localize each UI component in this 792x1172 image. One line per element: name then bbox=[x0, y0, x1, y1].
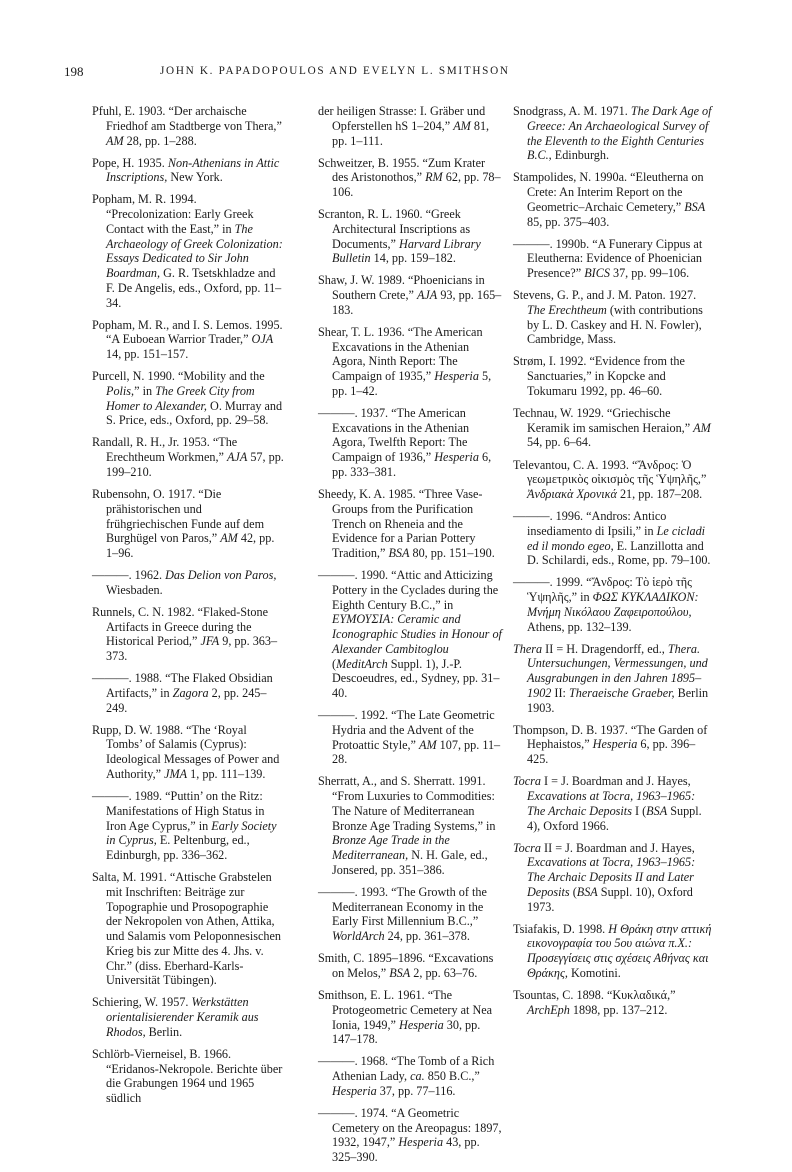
bibliography-entry bbox=[513, 288, 713, 347]
bibliography-entry bbox=[92, 435, 284, 479]
entry-text: 21, pp. 187–208. bbox=[616, 487, 703, 502]
entry-text: Shaw, J. W. 1989. “Phoenicians in Southern Crete,” bbox=[318, 273, 485, 303]
entry-title-text: JMA bbox=[164, 766, 188, 781]
entry-text: 9, pp. 363–373. bbox=[106, 634, 278, 664]
entry-text: 37, pp. 99–106. bbox=[609, 266, 690, 281]
entry-text: Snodgrass, A. M. 1971. bbox=[513, 104, 631, 118]
entry-title-text: BSA bbox=[388, 546, 410, 561]
entry-text: 54, pp. 6–64. bbox=[527, 435, 591, 450]
entry-title-text: Early Society in Cyprus, bbox=[106, 818, 277, 848]
entry-text: Schiering, W. 1957. bbox=[92, 995, 192, 1010]
bibliography-entry bbox=[92, 995, 284, 1039]
entry-title-text: The Archaeology of Greek Colonization: Essays Dedicated to Sir John Boardman, bbox=[106, 221, 283, 281]
entry-title-text: Hesperia bbox=[434, 450, 479, 465]
entry-title-text: Hesperia bbox=[399, 1017, 444, 1032]
entry-text: 107, pp. 11–28. bbox=[332, 737, 501, 767]
entry-title-text: The Erechtheum bbox=[527, 302, 607, 317]
entry-text: 1, pp. 111–139. bbox=[187, 766, 266, 781]
bibliography-entry bbox=[318, 988, 504, 1047]
entry-text: Scranton, R. L. 1960. “Greek Architectural Inscriptions as Documents,” bbox=[318, 207, 471, 251]
entry-text: Sheedy, K. A. 1985. “Three Vase-Groups from the Purification Trench on Rheneia and the Evidence for a Parian Pottery Tradition,” bbox=[318, 487, 483, 561]
entry-text: Sherratt, A., and S. Sherratt. 1991. “From Luxuries to Commodities: The Nature of Mediterranean Bronze Age Trading Systems,” in bbox=[318, 774, 496, 833]
entry-text: Shear, T. L. 1936. “The American Excavations in the Athenian Agora, Ninth Report: The Campaign of 1935,” bbox=[318, 324, 483, 384]
entry-text: ———. 1968. “The Tomb of a Rich Athenian Lady, bbox=[318, 1054, 495, 1084]
bibliography-column-1 bbox=[92, 104, 284, 1113]
entry-text: ” in bbox=[134, 383, 156, 398]
bibliography-entry bbox=[318, 487, 504, 561]
entry-text: 2, pp. 245–249. bbox=[106, 685, 267, 715]
bibliography-entry bbox=[318, 774, 504, 877]
bibliography-entry bbox=[513, 104, 713, 163]
entry-text: 1898, pp. 137–212. bbox=[569, 1002, 668, 1017]
entry-text: ———. 1974. “A Geometric Cemetery on the Areopagus: 1897, 1932, 1947,” bbox=[318, 1105, 502, 1150]
bibliography-entry bbox=[513, 354, 713, 398]
entry-text: Komotini. bbox=[567, 965, 621, 980]
entry-text: 43, pp. 325–390. bbox=[332, 1135, 480, 1165]
bibliography-entry bbox=[92, 605, 284, 664]
entry-text: Thompson, D. B. 1937. “The Garden of Hephaistos,” bbox=[513, 722, 708, 752]
entry-text: 24, pp. 361–378. bbox=[384, 929, 470, 944]
entry-text: Schweitzer, B. 1955. “Zum Krater des Aristonothos,” bbox=[318, 155, 486, 185]
entry-title-text: OJA bbox=[251, 332, 274, 347]
bibliography-entry bbox=[513, 841, 713, 915]
bibliography-entry bbox=[513, 509, 713, 568]
entry-title-text: Tocra bbox=[513, 840, 541, 855]
entry-text: 14, pp. 159–182. bbox=[370, 251, 456, 266]
entry-title-text: AM bbox=[419, 737, 437, 752]
entry-title-text: Zagora bbox=[172, 685, 209, 700]
entry-text: ( bbox=[332, 656, 337, 671]
bibliography-entry bbox=[513, 575, 713, 634]
entry-title-text: Polis, bbox=[106, 383, 135, 398]
bibliography-entry bbox=[513, 406, 713, 450]
entry-text: O. Murray and S. Price, eds., Oxford, pp. 29–58. bbox=[106, 398, 283, 428]
entry-title-text: AM bbox=[693, 420, 711, 435]
entry-text: 62, pp. 78–106. bbox=[332, 170, 501, 200]
entry-text: E. Peltenburg, ed., Edinburgh, pp. 336–362. bbox=[106, 833, 250, 863]
entry-text: Pfuhl, E. 1903. “Der archaische Friedhof am Stadtberge von Thera,” bbox=[92, 104, 282, 133]
entry-text: Televantou, C. A. 1993. “Ἄνδρος: Ὁ γεωμετρικὸς οἰκισμὸς τῆς Ὑψηλῆς,” bbox=[513, 457, 707, 487]
entry-text: Popham, M. R., and I. S. Lemos. 1995. “A Euboean Warrior Trader,” bbox=[92, 317, 283, 347]
entry-text: 85, pp. 375–403. bbox=[527, 214, 610, 229]
bibliography-entry bbox=[513, 723, 713, 767]
entry-title-text: The Greek City from Homer to Alexander, bbox=[106, 383, 255, 413]
entry-text: Salta, M. 1991. “Attische Grabstelen mit Inschriften: Beiträge zur Topographie und Prosopographie der Nekropolen von Athen, Attika, und Salamis vom Peloponnesischen Krieg bis zur Mitte des 4. Jhs. v. Chr.” (diss. Eberhard-Karls-Universität Tübingen). bbox=[92, 870, 282, 988]
entry-text: ———. 1990b. “A Funerary Cippus at Eleutherna: Evidence of Phoenician Presence?” bbox=[513, 236, 703, 281]
entry-text: der heiligen Strasse: I. Gräber und Opferstellen hS 1–204,” bbox=[318, 104, 486, 133]
entry-text: ———. 1996. “Andros: Antico insediamento di Ipsili,” in bbox=[513, 509, 667, 538]
entry-text: I = J. Boardman and J. Hayes, bbox=[541, 774, 691, 789]
entry-text: Randall, R. H., Jr. 1953. “The Erechtheum Workmen,” bbox=[92, 435, 238, 465]
entry-title-text: Werkstätten orientalisierender Keramik aus Rhodos, bbox=[106, 995, 259, 1039]
entry-text: Technau, W. 1929. “Griechische Keramik im samischen Heraion,” bbox=[513, 405, 694, 435]
entry-title-text: Excavations at Tocra, 1963–1965: The Archaic Deposits II and Later Deposits bbox=[527, 855, 696, 899]
entry-text: 57, pp. 199–210. bbox=[106, 450, 284, 479]
entry-text: 37, pp. 77–116. bbox=[376, 1083, 456, 1098]
entry-text: Athens, pp. 132–139. bbox=[527, 619, 632, 634]
entry-text: ( bbox=[569, 884, 577, 899]
entry-title-text: AM bbox=[453, 118, 471, 133]
entry-title-text: BSA bbox=[684, 199, 706, 214]
entry-title-text: AJA bbox=[226, 450, 248, 465]
entry-title-text: JFA bbox=[200, 634, 220, 649]
entry-title-text: Le cicladi ed il mondo egeo, bbox=[527, 523, 706, 553]
entry-text: 5, pp. 1–42. bbox=[332, 369, 492, 398]
bibliography-entry bbox=[513, 922, 713, 981]
entry-text: 6, pp. 333–381. bbox=[332, 450, 492, 479]
entry-title-text: Thera. Untersuchungen, Vermessungen, und Ausgrabungen in den Jahren 1895–1902 bbox=[527, 641, 708, 700]
entry-title-text: Thera bbox=[513, 641, 543, 656]
entry-text: ———. 1989. “Puttin’ on the Ritz: Manifestations of High Status in Iron Age Cyprus,” in bbox=[92, 789, 265, 833]
entry-title-text: Non-Athenians in Attic Inscriptions, bbox=[106, 155, 280, 185]
entry-text: Popham, M. R. 1994. “Precolonization: Early Greek Contact with the East,” in bbox=[92, 192, 254, 236]
bibliography-entry bbox=[92, 156, 284, 186]
bibliography-column-3 bbox=[513, 104, 713, 1025]
bibliography-entry bbox=[318, 885, 504, 944]
entry-text: Strøm, I. 1992. “Evidence from the Sanctuaries,” in Kopcke and Tokumaru 1992, pp. 46–60. bbox=[513, 354, 685, 398]
bibliography-entry bbox=[513, 170, 713, 229]
entry-title-text: ca. bbox=[410, 1069, 425, 1084]
entry-text: ———. 1988. “The Flaked Obsidian Artifacts,” in bbox=[92, 671, 273, 700]
entry-title-text: Ἀνδριακὰ Χρονικά bbox=[527, 487, 617, 502]
bibliography-entry bbox=[92, 487, 284, 561]
bibliography-entry bbox=[513, 237, 713, 281]
entry-text: ———. 1993. “The Growth of the Mediterranean Economy in the Early First Millennium B.C.,” bbox=[318, 884, 487, 929]
entry-text: Smith, C. 1895–1896. “Excavations on Melos,” bbox=[318, 951, 494, 981]
bibliography-entry bbox=[92, 318, 284, 362]
entry-text: Stevens, G. P., and J. M. Paton. 1927. bbox=[513, 288, 697, 303]
bibliography-entry bbox=[92, 870, 284, 988]
bibliography-entry bbox=[92, 723, 284, 782]
entry-title-text: RM bbox=[425, 170, 443, 185]
entry-text: 14, pp. 151–157. bbox=[106, 347, 189, 362]
entry-text: Berlin. bbox=[145, 1024, 183, 1039]
entry-text: Pope, H. 1935. bbox=[92, 155, 168, 170]
bibliography-entry bbox=[318, 406, 504, 480]
entry-text: ———. 1999. “Ἄνδρος: Τὸ ἱερὸ τῆς Ὑψηλῆς,” in bbox=[513, 575, 692, 605]
bibliography-column-2 bbox=[318, 104, 504, 1172]
entry-text: Smithson, E. L. 1961. “The Protogeometric Cemetery at Nea Ionia, 1949,” bbox=[318, 988, 493, 1032]
entry-title-text: Excavations at Tocra, 1963–1965: The Archaic Deposits bbox=[527, 789, 696, 818]
bibliography-entry bbox=[92, 789, 284, 863]
entry-title-text: BSA bbox=[576, 884, 598, 899]
entry-title-text: BICS bbox=[584, 266, 610, 281]
entry-title-text: Bronze Age Trade in the Mediterranean, bbox=[332, 833, 450, 863]
bibliography-entry bbox=[318, 951, 504, 981]
entry-title-text: ΦΩΣ ΚΥΚΛΑΔΙΚΟΝ: Μνήμη Νικόλαου Ζαφειροπούλου, bbox=[527, 590, 699, 619]
entry-text: Berlin 1903. bbox=[527, 685, 709, 715]
entry-text: G. R. Tsetskhladze and F. De Angelis, eds., Oxford, pp. 11–34. bbox=[106, 266, 282, 310]
entry-text: 80, pp. 151–190. bbox=[409, 546, 495, 561]
entry-text: II = H. Dragendorff, ed., bbox=[542, 641, 668, 656]
bibliography-entry bbox=[318, 207, 504, 266]
entry-text: 2, pp. 63–76. bbox=[410, 966, 478, 981]
entry-text: Edinburgh. bbox=[551, 148, 610, 163]
entry-title-text: Hesperia bbox=[332, 1083, 377, 1098]
entry-title-text: WorldArch bbox=[332, 929, 385, 944]
bibliography-entry bbox=[92, 369, 284, 428]
bibliography-entry bbox=[318, 104, 504, 148]
bibliography-entry bbox=[92, 104, 284, 148]
entry-text: Stampolides, N. 1990a. “Eleutherna on Crete: An Interim Report on the Geometric–Archaic Cemetery,” bbox=[513, 170, 704, 214]
entry-text: (with contributions by L. D. Caskey and H. N. Fowler), Cambridge, Mass. bbox=[527, 302, 703, 347]
entry-text: ———. 1992. “The Late Geometric Hydria and the Advent of the Protoattic Style,” bbox=[318, 708, 495, 752]
entry-text: II = J. Boardman and J. Hayes, bbox=[541, 840, 695, 855]
entry-text: I ( bbox=[631, 803, 647, 818]
entry-text: Runnels, C. N. 1982. “Flaked-Stone Artifacts in Greece during the Historical Period,” bbox=[92, 604, 269, 649]
entry-title-text: Theraeische Graeber, bbox=[568, 685, 675, 700]
entry-title-text: ArchEph bbox=[527, 1002, 570, 1017]
entry-text: Suppl. 4), Oxford 1966. bbox=[527, 803, 702, 833]
entry-title-text: The Dark Age of Greece: An Archaeological Survey of the Eleventh to the Eighth Centuries B.C., bbox=[527, 104, 712, 163]
entry-text: Suppl. 1), J.-P. Descoeudres, ed., Sydney, pp. 31–40. bbox=[332, 656, 500, 701]
entry-title-text: Harvard Library Bulletin bbox=[332, 236, 481, 266]
bibliography-entry bbox=[92, 671, 284, 715]
page-header bbox=[64, 64, 728, 82]
entry-text: ———. 1990. “Attic and Atticizing Pottery in the Cyclades during the Eighth Century B.C.,” in bbox=[318, 568, 499, 612]
bibliography-entry bbox=[318, 325, 504, 399]
entry-text: ———. 1937. “The American Excavations in the Athenian Agora, Twelfth Report: The Campaign of 1936,” bbox=[318, 405, 470, 465]
entry-text: II: bbox=[551, 685, 569, 700]
entry-text: Tsiafakis, D. 1998. bbox=[513, 921, 609, 936]
entry-title-text: Η Θράκη στην αττική εικονογραφία του 5ου αιώνα π.Χ.: Προσεγγίσεις στις σχέσεις Αθήνας και Θράκης, bbox=[527, 921, 712, 980]
bibliography-entry bbox=[92, 1047, 284, 1106]
bibliography-entry bbox=[513, 642, 713, 716]
entry-text: Wiesbaden. bbox=[106, 582, 163, 597]
entry-text: Purcell, N. 1990. “Mobility and the bbox=[92, 369, 265, 384]
running-head: JOHN K. PAPADOPOULOS AND EVELYN L. SMITHSON bbox=[160, 65, 510, 77]
entry-title-text: MeditArch bbox=[336, 656, 388, 671]
entry-title-text: ΕΥΜΟΥΣΙΑ: Ceramic and Iconographic Studies in Honour of Alexander Cambitoglou bbox=[332, 612, 502, 656]
entry-text: ———. 1962. bbox=[92, 568, 166, 583]
entry-text: 42, pp. 1–96. bbox=[106, 531, 275, 561]
entry-title-text: AJA bbox=[416, 288, 438, 303]
bibliography-entry bbox=[318, 156, 504, 200]
bibliography-entry bbox=[318, 1054, 504, 1098]
entry-text: 30, pp. 147–178. bbox=[332, 1017, 481, 1047]
page-number: 198 bbox=[64, 64, 84, 79]
bibliography-entry bbox=[318, 273, 504, 317]
entry-text: 6, pp. 396–425. bbox=[527, 737, 696, 767]
bibliography-entry bbox=[318, 708, 504, 767]
bibliography-entry bbox=[513, 988, 713, 1018]
entry-text: 93, pp. 165–183. bbox=[332, 288, 502, 317]
entry-title-text: Tocra bbox=[513, 774, 541, 789]
entry-title-text: BSA bbox=[389, 966, 411, 981]
entry-text: 850 B.C.,” bbox=[424, 1069, 480, 1084]
entry-text: E. Lanzillotta and D. Schilardi, eds., Rome, pp. 79–100. bbox=[527, 538, 711, 568]
entry-title-text: BSA bbox=[646, 803, 668, 818]
entry-title-text: Hesperia bbox=[592, 737, 638, 752]
bibliography-entry bbox=[92, 568, 284, 598]
entry-text: Tsountas, C. 1898. “Κυκλαδικά,” bbox=[513, 987, 676, 1002]
entry-title-text: Hesperia bbox=[434, 369, 479, 384]
entry-text: Rubensohn, O. 1917. “Die prähistorischen und frühgriechischen Funde auf dem Burghügel von Paros,” bbox=[92, 487, 265, 546]
entry-title-text: Hesperia bbox=[398, 1135, 444, 1150]
entry-text: New York. bbox=[167, 170, 223, 185]
entry-title-text: AM bbox=[106, 133, 124, 148]
bibliography-entry bbox=[318, 568, 504, 701]
entry-title-text: Das Delion von Paros, bbox=[165, 568, 277, 583]
entry-title-text: AM bbox=[220, 531, 238, 546]
entry-text: Rupp, D. W. 1988. “The ‘Royal Tombs’ of Salamis (Cyprus): Ideological Messages of Power and Authority,” bbox=[92, 722, 280, 781]
bibliography-entry bbox=[92, 192, 284, 310]
bibliography-entry bbox=[513, 774, 713, 833]
entry-text: 81, pp. 1–111. bbox=[332, 118, 490, 148]
entry-text: N. H. Gale, ed., Jonsered, pp. 351–386. bbox=[332, 848, 488, 877]
bibliography-entry bbox=[318, 1106, 504, 1165]
bibliography-entry bbox=[513, 458, 713, 502]
entry-text: 28, pp. 1–288. bbox=[123, 133, 197, 148]
entry-text: Schlörb-Vierneisel, B. 1966. “Eridanos-Nekropole. Berichte über die Grabungen 1964 und 1965 südlich bbox=[92, 1046, 283, 1106]
entry-text: Suppl. 10), Oxford 1973. bbox=[527, 884, 693, 914]
